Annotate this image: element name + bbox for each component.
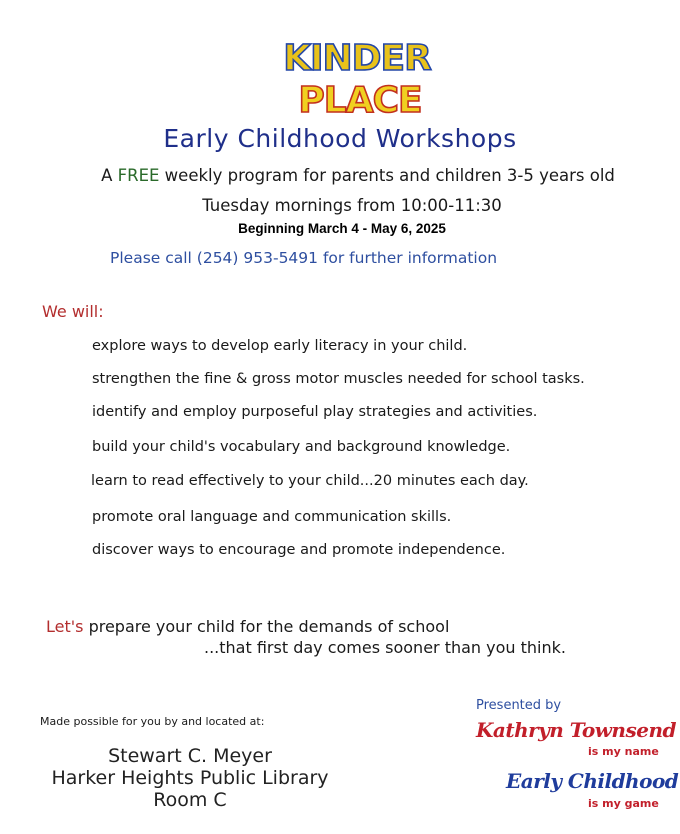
- we-will-heading: We will:: [42, 302, 104, 321]
- list-item: build your child's vocabulary and background knowledge.: [92, 439, 511, 455]
- logo-line-1: KINDER: [283, 38, 431, 79]
- list-item: identify and employ purposeful play strategies and activities.: [92, 404, 538, 420]
- kinder-place-logo: [270, 30, 445, 122]
- contact-line: Please call (254) 953-5491 for further information: [110, 249, 498, 267]
- list-item: promote oral language and communication skills.: [92, 509, 452, 525]
- intro-rest: weekly program for parents and children 3-5 years old: [159, 166, 615, 185]
- sponsor-name-tagline: is my name: [588, 745, 659, 758]
- schedule-dates: Beginning March 4 - May 6, 2025: [238, 221, 446, 236]
- prepare-text: prepare your child for the demands of school: [83, 617, 450, 636]
- logo-line-2: PLACE: [298, 80, 422, 121]
- prepare-line-1: [46, 617, 449, 636]
- schedule-time: Tuesday mornings from 10:00-11:30: [202, 196, 502, 215]
- program-description: [0, 166, 680, 185]
- address-line: Stewart C. Meyer: [108, 745, 272, 767]
- sponsor-game-logo: Early Childhood: [506, 769, 679, 793]
- free-highlight: FREE: [117, 166, 160, 185]
- sponsor-name-logo: Kathryn Townsend: [476, 718, 676, 742]
- prepare-line-2: ...that first day comes sooner than you think.: [204, 638, 566, 657]
- address-line: Harker Heights Public Library: [51, 767, 329, 789]
- made-possible-label: Made possible for you by and located at:: [40, 715, 265, 728]
- intro-prefix: A: [101, 166, 118, 185]
- list-item: strengthen the fine & gross motor muscles needed for school tasks.: [92, 371, 585, 387]
- list-item: learn to read effectively to your child...20 minutes each day.: [91, 473, 529, 489]
- list-item: explore ways to develop early literacy in your child.: [92, 338, 468, 354]
- lets-word: Let's: [46, 617, 84, 636]
- sponsor-game-tagline: is my game: [588, 797, 659, 810]
- page-title: Early Childhood Workshops: [163, 124, 517, 153]
- presented-by-label: Presented by: [476, 698, 562, 713]
- list-item: discover ways to encourage and promote independence.: [92, 542, 506, 558]
- address-line: Room C: [153, 789, 227, 811]
